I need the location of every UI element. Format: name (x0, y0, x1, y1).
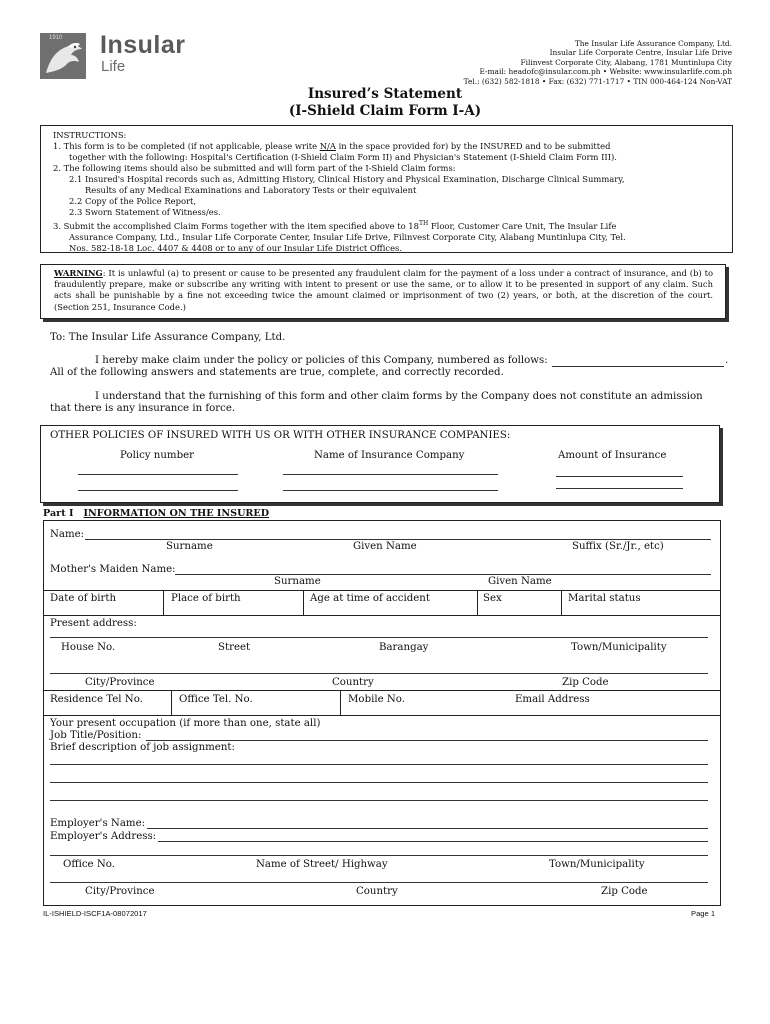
warning-label: WARNING (54, 268, 103, 278)
instruction-3: 3. Submit the accomplished Claim Forms together with the item specified above to 18TH Floor, Customer Care Unit, The Insular Life (53, 220, 617, 231)
addressee: To: The Insular Life Assurance Company, Ltd. (50, 332, 286, 343)
employer-address-field[interactable] (158, 841, 708, 842)
instruction-1-cont: together with the following: Hospital's Certification (I-Shield Claim Form II) and Physician's Statement (I-Shield Claim Form III). (69, 152, 617, 162)
maiden-given-caption: Given Name (488, 576, 552, 587)
employer-name-field[interactable] (147, 828, 708, 829)
part-1-heading: Part I INFORMATION ON THE INSURED (43, 508, 270, 519)
col-insurance-company: Name of Insurance Company (314, 450, 465, 461)
barangay-caption: Barangay (379, 642, 429, 653)
col-amount: Amount of Insurance (558, 450, 667, 461)
instruction-2: 2. The following items should also be submitted and will form part of the I-Shield Claim forms: (53, 163, 456, 173)
job-title-label: Job Title/Position: (50, 730, 142, 741)
understand-statement-2: that there is any insurance in force. (50, 403, 236, 414)
page-number: Page 1 (691, 909, 716, 918)
house-no-caption: House No. (61, 642, 116, 653)
residence-tel-field[interactable]: Residence Tel No. (50, 694, 143, 705)
job-description-line-3[interactable] (50, 800, 708, 801)
claim-statement: I hereby make claim under the policy or policies of this Company, numbered as follows: (95, 355, 548, 366)
name-label: Name: (50, 529, 85, 540)
street-highway-caption: Name of Street/ Highway (256, 859, 388, 870)
pob-field[interactable]: Place of birth (171, 593, 241, 604)
zip-caption: Zip Code (562, 677, 609, 688)
office-no-caption: Office No. (63, 859, 115, 870)
insurance-company-field-1[interactable] (283, 474, 498, 475)
job-description-line-1[interactable] (50, 764, 708, 765)
policy-numbers-field[interactable] (552, 366, 724, 367)
suffix-caption: Suffix (Sr./Jr., etc) (572, 541, 664, 552)
employer-town-caption: Town/Municipality (549, 859, 645, 870)
company-address-1: Insular Life Corporate Centre, Insular Life Drive (549, 48, 732, 58)
eagle-emblem-icon (40, 33, 86, 79)
city-caption: City/Province (85, 677, 155, 688)
instruction-2-3: 2.3 Sworn Statement of Witness/es. (69, 207, 221, 217)
job-description-line-2[interactable] (50, 782, 708, 783)
amount-field-1[interactable] (556, 476, 683, 477)
employer-zip-caption: Zip Code (601, 886, 648, 897)
warning-text: : It is unlawful (a) to present or cause to be presented any fraudulent claim for the payment of a loss under a contract of insurance, and (b) to fraudulently prepare, make or subscribe any writing with intent to present or use the same, or to allow it to be presented in support of any claim. Such acts shall be punishable by a fine not exceeding twice the amount claimed or imprisonment of two (2) years, or both, at the discretion of the court. (Section 251, Insurance Code.) (54, 268, 713, 312)
town-caption: Town/Municipality (571, 642, 667, 653)
logo-year: 1910 (49, 35, 63, 41)
name-field[interactable] (85, 539, 711, 540)
employer-name-label: Employer's Name: (50, 818, 146, 829)
policy-number-field-1[interactable] (78, 474, 238, 475)
understand-statement: I understand that the furnishing of this form and other claim forms by the Company does not constitute an admission (95, 391, 703, 402)
logo-word-life: Life (101, 58, 126, 75)
instruction-3-cont: Assurance Company, Ltd., Insular Life Corporate Center, Insular Life Drive, Filinvest Corporate City, Alabang Muntinlupa City, Tel. (69, 231, 626, 242)
insured-info-box (43, 520, 721, 906)
present-address-line-2[interactable] (50, 673, 708, 674)
policy-number-field-2[interactable] (78, 490, 238, 491)
maiden-surname-caption: Surname (274, 576, 321, 587)
employer-address-line-3[interactable] (50, 882, 708, 883)
other-policies-heading: OTHER POLICIES OF INSURED WITH US OR WITH OTHER INSURANCE COMPANIES: (50, 430, 511, 441)
instruction-2-1: 2.1 Insured's Hospital records such as, Admitting History, Clinical History and Physical Examination, Discharge Clinical Summary, (69, 174, 625, 184)
instruction-2-1-cont: Results of any Medical Examinations and Laboratory Tests or their equivalent (85, 185, 417, 195)
street-caption: Street (218, 642, 251, 653)
amount-field-2[interactable] (556, 488, 683, 489)
job-description-label: Brief description of job assignment: (50, 742, 235, 753)
job-title-field[interactable] (146, 740, 708, 741)
age-field[interactable]: Age at time of accident (310, 593, 430, 604)
company-address-2: Filinvest Corporate City, Alabang, 1781 Muntinlupa City (520, 57, 732, 67)
instruction-1: 1. This form is to be completed (if not applicable, please write N/A in the space provided for) by the INSURED and to be submitted (53, 141, 611, 151)
employer-address-line-2[interactable] (50, 855, 708, 856)
employer-city-caption: City/Province (85, 886, 155, 897)
present-address-line-1[interactable] (50, 637, 708, 638)
col-policy-number: Policy number (120, 450, 194, 461)
instruction-2-2: 2.2 Copy of the Police Report, (69, 196, 197, 206)
claim-statement-2: All of the following answers and statements are true, complete, and correctly recorded. (50, 367, 504, 378)
company-email: E-mail: headofc@insular.com.ph • Website: www.insularlife.com.ph (479, 67, 732, 77)
company-name: The Insular Life Assurance Company, Ltd. (574, 39, 732, 48)
company-tel: Tel.: (632) 582-1818 • Fax: (632) 771-1717 • TIN 000-464-124 Non-VAT (463, 76, 732, 86)
instructions-box (40, 125, 733, 253)
employer-address-label: Employer's Address: (50, 831, 157, 842)
claim-statement-end: . (725, 355, 729, 366)
sex-field[interactable]: Sex (483, 593, 502, 604)
insurance-company-field-2[interactable] (283, 490, 498, 491)
company-logo (40, 33, 205, 79)
form-code: IL-ISHIELD-ISCF1A-08072017 (43, 909, 147, 918)
logo-word-insular: Insular (100, 31, 186, 59)
warning-box (40, 264, 726, 319)
instruction-3-cont2: Nos. 582-18-18 Loc. 4407 & 4408 or to any of our Insular Life District Offices. (69, 242, 403, 253)
dob-field[interactable]: Date of birth (50, 593, 117, 604)
office-tel-field[interactable]: Office Tel. No. (179, 694, 253, 705)
occupation-label: Your present occupation (if more than one, state all) (50, 718, 321, 729)
instructions-heading: INSTRUCTIONS: (53, 130, 127, 140)
company-info (464, 39, 732, 86)
email-field[interactable]: Email Address (515, 694, 590, 705)
form-subtitle: (I-Shield Claim Form I-A) (288, 103, 482, 119)
employer-country-caption: Country (356, 886, 398, 897)
present-address-label: Present address: (50, 618, 137, 629)
form-title: Insured’s Statement (307, 86, 463, 102)
country-caption: Country (332, 677, 374, 688)
given-name-caption: Given Name (353, 541, 417, 552)
mobile-field[interactable]: Mobile No. (348, 694, 405, 705)
maiden-name-label: Mother's Maiden Name: (50, 564, 176, 575)
surname-caption: Surname (166, 541, 213, 552)
maiden-name-field[interactable] (175, 574, 711, 575)
marital-status-field[interactable]: Marital status (568, 593, 641, 604)
